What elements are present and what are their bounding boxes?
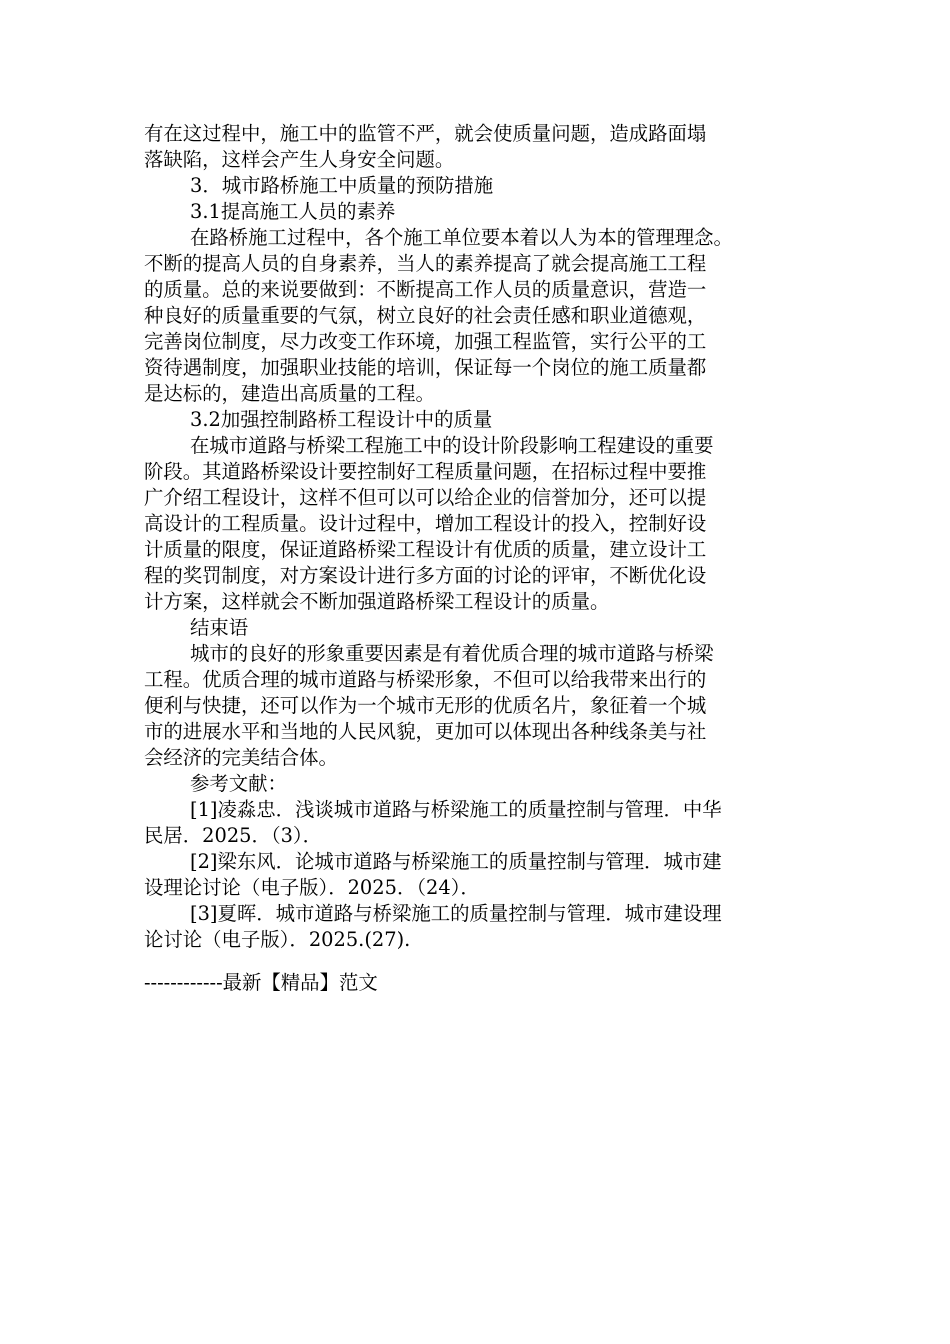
text-line: 城市的良好的形象重要因素是有着优质合理的城市道路与桥梁 (190, 642, 714, 665)
paragraph (144, 641, 809, 771)
text-line: 广介绍工程设计，这样不但可以可以给企业的信誉加分，还可以提 (144, 486, 707, 509)
text-line: 的质量。总的来说要做到：不断提高工作人员的质量意识，营造一 (144, 278, 707, 301)
text-line: 不断的提高人员的自身素养，当人的素养提高了就会提高施工工程 (144, 252, 707, 275)
text-line: 计质量的限度，保证道路桥梁工程设计有优质的质量，建立设计工 (144, 538, 707, 561)
text-line: 落缺陷，这样会产生人身安全问题。 (144, 148, 455, 171)
text-line: 在路桥施工过程中，各个施工单位要本着以人为本的管理理念。 (190, 226, 733, 249)
text-line: 参考文献： (190, 772, 287, 795)
paragraph (144, 433, 809, 615)
text-line: 是达标的，建造出高质量的工程。 (144, 382, 435, 405)
text-line: 市的进展水平和当地的人民风貌，更加可以体现出各种线条美与社 (144, 720, 707, 743)
text-line: 民居．2025．（3）． (144, 824, 323, 847)
text-line: 3.1提高施工人员的素养 (190, 200, 396, 223)
text-line: 论讨论（电子版）．2025.(27). (144, 928, 411, 951)
text-line: 高设计的工程质量。设计过程中，增加工程设计的投入，控制好设 (144, 512, 707, 535)
paragraph (144, 199, 809, 225)
paragraph (144, 407, 809, 433)
text-line: 3.2加强控制路桥工程设计中的质量 (190, 408, 493, 431)
text-line: 资待遇制度，加强职业技能的培训，保证每一个岗位的施工质量都 (144, 356, 707, 379)
text-line: 完善岗位制度，尽力改变工作环境，加强工程监管，实行公平的工 (144, 330, 707, 353)
text-line: 程的奖罚制度，对方案设计进行多方面的讨论的评审，不断优化设 (144, 564, 707, 587)
text-line: [3]夏晖．城市道路与桥梁施工的质量控制与管理．城市建设理 (190, 902, 722, 925)
text-line: 便利与快捷，还可以作为一个城市无形的优质名片，象征着一个城 (144, 694, 707, 717)
paragraph (144, 849, 809, 901)
paragraph (144, 797, 809, 849)
text-line: [1]凌淼忠．浅谈城市道路与桥梁施工的质量控制与管理．中华 (190, 798, 722, 821)
text-line: 阶段。其道路桥梁设计要控制好工程质量问题，在招标过程中要推 (144, 460, 707, 483)
paragraph (144, 771, 809, 797)
text-line: 在城市道路与桥梁工程施工中的设计阶段影响工程建设的重要 (190, 434, 714, 457)
paragraph (144, 901, 809, 953)
text-line: 工程。优质合理的城市道路与桥梁形象，不但可以给我带来出行的 (144, 668, 707, 691)
paragraph (144, 173, 809, 199)
text-line: 有在这过程中，施工中的监管不严，就会使质量问题，造成路面塌 (144, 122, 707, 145)
text-line: 计方案，这样就会不断加强道路桥梁工程设计的质量。 (144, 590, 610, 613)
text-line: 会经济的完美结合体。 (144, 746, 338, 769)
text-line: [2]梁东风．论城市道路与桥梁施工的质量控制与管理．城市建 (190, 850, 722, 873)
text-line: 3．城市路桥施工中质量的预防措施 (190, 174, 494, 197)
document-body (144, 121, 809, 953)
paragraph (144, 225, 809, 407)
paragraph (144, 121, 809, 173)
text-line: 结束语 (190, 616, 249, 639)
footer-tagline: ------------最新【精品】范文 (144, 971, 378, 994)
text-line: 种良好的质量重要的气氛，树立良好的社会责任感和职业道德观， (144, 304, 707, 327)
text-line: 设理论讨论（电子版）．2025．（24）． (144, 876, 480, 899)
paragraph (144, 615, 809, 641)
